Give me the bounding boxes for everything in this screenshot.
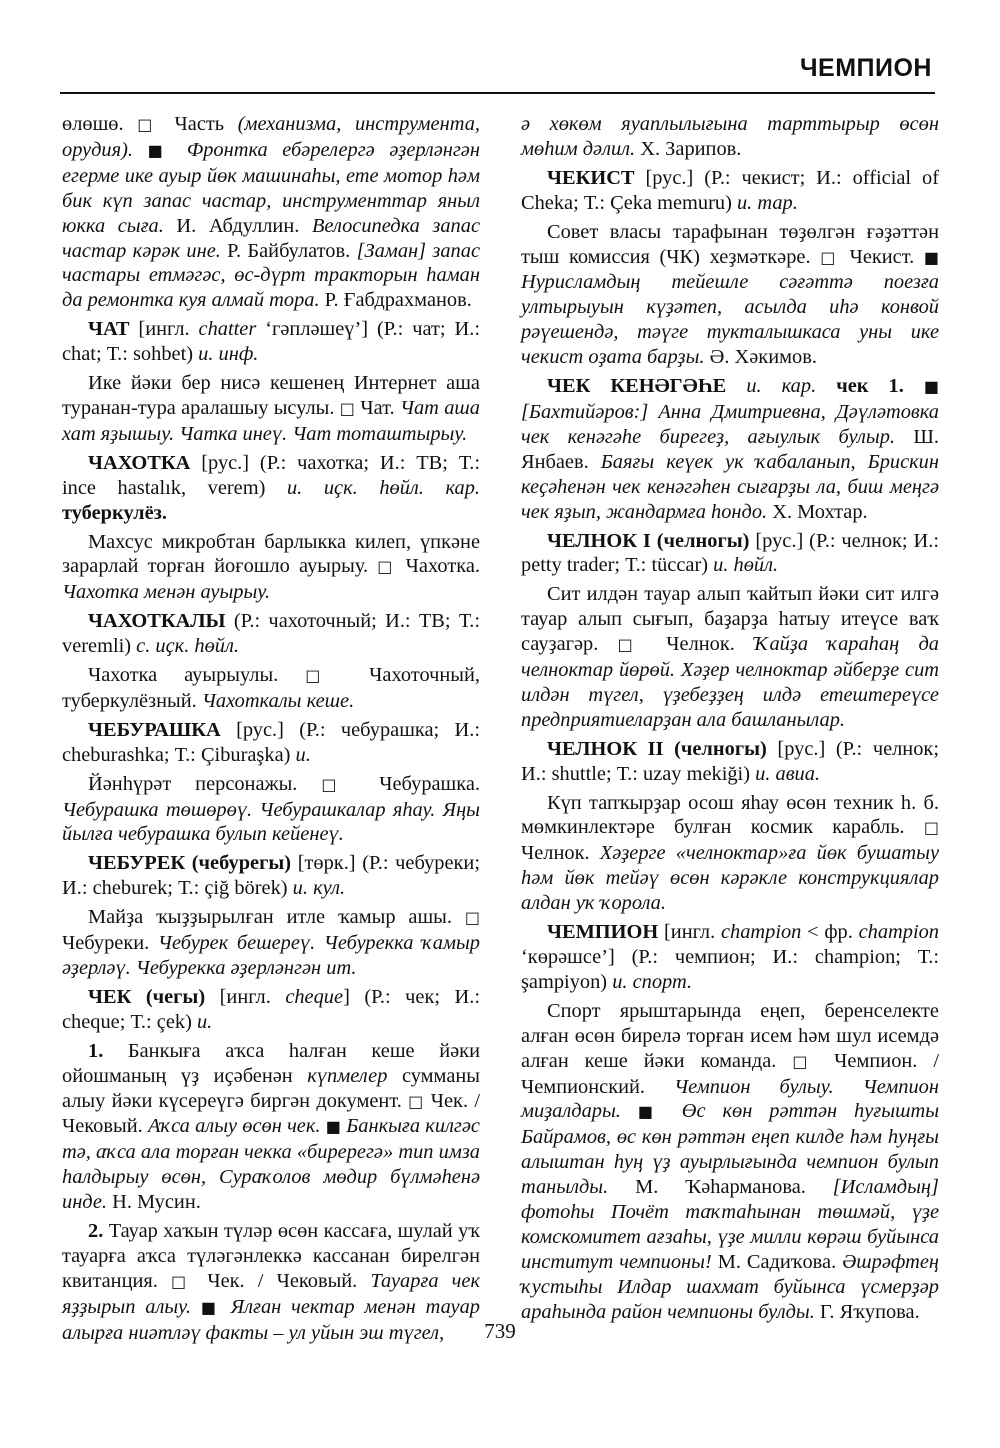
text-run [665, 1100, 682, 1122]
italic-text: Фронтка ебәрелергә әҙерләнгән егерме ике ауыр йөк машинаһы, ете мотор һәм бик күп запас частар, инструменттар яныл юкка сыға. [62, 138, 480, 237]
entry-headword-paragraph [62, 609, 480, 659]
text-run: Челнок. [646, 633, 755, 656]
text-run: Чек. / Чековый. [194, 1269, 371, 1292]
text-run [904, 375, 924, 397]
italic-text: и. тар. [736, 191, 798, 214]
translation-marker-icon: □ [408, 1091, 425, 1111]
definition-paragraph [521, 582, 939, 732]
italic-text: и. һөйл. [713, 554, 779, 577]
example-marker-icon: ■ [325, 1117, 341, 1137]
text-run [172, 139, 187, 161]
italic-text: Чат аша хат яҙышыу. Чатка инеү. Чат тоташтырыу. [62, 396, 480, 445]
headword: ЧЕКИСТ [547, 166, 635, 189]
italic-text: Чебурек бешереү. Чебурекка ҡамыр әҙерләү. Чебурекка әҙерләнгән ит. [62, 932, 480, 979]
text-run: Часть [160, 113, 238, 135]
example-marker-icon: ■ [200, 1297, 221, 1317]
headword: ЧЕЛНОК I (челногы) [547, 529, 750, 552]
text-run [221, 1296, 231, 1318]
headword: ЧЕБУРЕК (чебурегы) [88, 852, 292, 875]
text-run: Чемпион. / Чемпионский. [521, 1049, 939, 1098]
text-run: Чахотка. [396, 555, 480, 578]
text-run: Р. Ғабдрахманов. [319, 289, 472, 312]
left-column [62, 112, 480, 1350]
italic-text: ә хөкөм яуаплылығына тарттырыр өсөн мөһим дәлил. [521, 113, 939, 160]
italic-text: champion [858, 921, 939, 944]
definition-paragraph [521, 220, 939, 370]
italic-text: Банкыға килгәс тә, аҡса ала торған чекка «биререгә» тип имза һалдырыу өсөн, Сураҡолов мөдир бүлмәһенә инде. [62, 1115, 480, 1214]
translation-marker-icon: □ [305, 666, 343, 686]
italic-text: Тауарға чек яҙҙырып алыу. [62, 1269, 480, 1318]
text-run: [ингл. [205, 985, 286, 1008]
italic-text: и. кар. [746, 375, 817, 398]
text-run: [рус.] (Р.: челнок; И.: shuttle; Т.: uzay mekiği) [521, 737, 939, 785]
text-run: < фр. [801, 921, 859, 944]
italic-text: Хәҙерге «челноктар»ға йөк бушатыу һәм йөк тейәү өсөн кәрәкле конструкциялар алдан уҡ ҡорола. [521, 842, 940, 915]
text-run: Чебуреки. [62, 932, 158, 955]
translation-marker-icon: □ [377, 557, 397, 577]
text-run: Х. Мохтар. [767, 500, 868, 523]
headword: ЧЕМПИОН [547, 921, 659, 944]
text-run: И. Абдуллин. [163, 214, 312, 237]
translation-marker-icon: □ [321, 774, 356, 794]
text-run: Челнок. [521, 842, 600, 865]
entry-headword-paragraph [62, 851, 480, 901]
italic-text: и. авиа. [755, 762, 821, 785]
italic-text: и. [295, 743, 311, 766]
text-run: Ә. Хәкимов. [704, 346, 817, 369]
italic-text: күпмелер [307, 1064, 388, 1087]
continuation-paragraph [521, 112, 939, 162]
italic-text: и. кул. [292, 877, 346, 900]
headword: туберкулёз. [62, 501, 167, 524]
running-head: ЧЕМПИОН [799, 54, 932, 82]
example-marker-icon: ■ [637, 1102, 665, 1122]
definition-paragraph [521, 999, 939, 1325]
italic-text: champion [720, 921, 802, 944]
text-run [621, 1100, 638, 1122]
text-run: Ш. Янбаев. [521, 425, 939, 473]
headword: чек 1. [816, 375, 904, 398]
text-run: Чекист. [839, 245, 924, 268]
italic-text: [Бахтийәров:] Анна Дмитриевна, Дәүләтовка чек кенәгәһе бирегеҙ, ағыулык булыр. [521, 400, 939, 448]
translation-marker-icon: □ [339, 398, 356, 418]
italic-text: (механизма, инструмента, орудия). [62, 113, 480, 161]
entry-headword-paragraph [521, 374, 939, 524]
entry-headword-paragraph [62, 317, 480, 367]
definition-paragraph [521, 791, 939, 917]
italic-text: Баяғы кеүек ук ҡабаланып, Брискин кеҫәһенән чек кенәгәһен сығарҙы ла, биш меңгә чек яҙып, жандармға һондо. [521, 450, 939, 523]
translation-marker-icon: □ [137, 115, 161, 134]
headword: ЧАТ [88, 318, 130, 341]
text-run: Н. Мусин. [107, 1191, 201, 1214]
text-run: Махсус микробтан барлыкка килеп, үпкәне зарарлай торған йоғошло ауырыу. [62, 530, 480, 578]
translation-marker-icon: □ [792, 1051, 819, 1071]
text-run: [рус.] (Р.: челнок; И.: petty trader; Т.: tüccar) [521, 529, 939, 577]
text-run: Спорт ярыштарында еңеп, беренселекте алған өсөн бирелә торған исем һәм шул исемдә алған кеше йәки команда. [521, 999, 939, 1072]
translation-marker-icon: □ [464, 908, 480, 928]
text-run: [ингл. [129, 318, 199, 341]
text-run: Чебурашка. [355, 772, 481, 795]
page-number: 739 [484, 1319, 516, 1343]
text-run: Чахоточный, туберкулёзный. [62, 664, 480, 712]
text-run [726, 375, 746, 397]
example-marker-icon: ■ [147, 140, 173, 160]
definition-paragraph [62, 772, 480, 848]
header-rule [60, 92, 935, 94]
text-run [191, 1296, 201, 1318]
entry-headword-paragraph [62, 985, 480, 1035]
headword: ЧАХОТКА [88, 451, 191, 474]
text-run: [рус.] (Р.: чекист; И.: official of Cheka; Т.: Çeka memuru) [521, 166, 939, 214]
italic-text: [Исламдың] фотоһы Почёт таҡтаһынан төшмәй, үҙе комскомитет ағзаһы, үҙе милли көрәш буйынса институт чемпионы! [521, 1176, 939, 1273]
italic-text: cheque [285, 985, 344, 1008]
italic-text: Чебурашка төшөрөү. Чебурашкалар яһау. Яңы йылға чебурашка булып кейенеү. [62, 798, 480, 846]
italic-text: Ялған чектар менән тауар алырға ниәтләү факты – ул уйын эш түгел, [62, 1295, 480, 1344]
headword: ЧЕК КЕНӘГӘҺЕ [547, 375, 727, 398]
text-run: Р. Байбулатов. [220, 239, 357, 262]
definition-paragraph [62, 530, 480, 606]
text-run: Сит илдән тауар алып ҡайтып йәки сит илгә тауар алып сығып, баҙарҙа һатыу итеүсе ваҡ сауҙагәр. [521, 583, 939, 656]
italic-text: chatter [198, 318, 257, 341]
text-run [133, 139, 148, 161]
text-run: ] (Р.: чек; И.: cheque; Т.: çek) [62, 985, 480, 1033]
text-run: Күп тапҡырҙар осош яһау өсөн техник һ. б. мөмкинлектәре булған космик карабль. [521, 791, 939, 839]
definition-paragraph [62, 1039, 480, 1215]
text-run: [ингл. [658, 921, 721, 944]
definition-paragraph [62, 905, 480, 981]
translation-marker-icon: □ [617, 635, 647, 655]
headword: 2. [88, 1220, 104, 1243]
italic-text: [Заман] запас частары етмәгәс, өс-дүрт тракторын һаман да ремонтка куя алмай тора. [62, 239, 480, 312]
text-run: Чек. / Чековый. [62, 1089, 480, 1138]
text-run: Банкыға аҡса һалған кеше йәки ойошманың үҙ иҫәбенән [62, 1039, 480, 1087]
text-run: (Р.: чахоточный; И.: ТВ; Т.: veremli) [62, 610, 480, 658]
italic-text: Чемпион булыу. Чемпион миҙалдары. [521, 1075, 939, 1123]
example-marker-icon: ■ [923, 377, 939, 397]
italic-text: Велосипедка запас частар кәрәк ине. [62, 214, 480, 262]
italic-text: Чахоткалы кеше. [201, 689, 355, 712]
entry-headword-paragraph [62, 451, 480, 526]
continuation-paragraph [62, 112, 480, 313]
text-run: Тауар хаҡын түләр өсөн кассаға, шулай уҡ тауарға аҡса түләгәнлеккә кассанан бирелгән квитанция. [62, 1220, 480, 1292]
definition-paragraph [62, 371, 480, 447]
headword: ЧЕЛНОК II (челногы) [547, 737, 767, 760]
entry-headword-paragraph [521, 529, 939, 579]
text-run: [төрк.] (Р.: чебуреки; И.: cheburek; Т.: çiğ börek) [62, 852, 480, 900]
translation-marker-icon: □ [171, 1271, 195, 1291]
right-column [521, 112, 939, 1329]
italic-text: Аҡса алыу өсөн чек. [147, 1115, 321, 1138]
text-run: Чат. [355, 396, 400, 419]
entry-headword-paragraph [521, 166, 939, 216]
definition-paragraph [62, 663, 480, 714]
text-run: Чахотка ауырыулы. [88, 664, 306, 687]
italic-text: Әшрәфтең ҡустыһы Илдар шахмат буйынса үсмерҙәр араһында район чемпионы булды. [521, 1250, 939, 1323]
italic-text: и. спорт. [612, 970, 693, 993]
italic-text: Ҡайҙа ҡараһаң да челноктар йөрөй. Хәҙер челноктар әйберҙе сит илдән түгел, үҙебеҙҙең илдә етештереүсе предприятиеларҙан ала башланылар. [521, 633, 940, 731]
entry-headword-paragraph [62, 718, 480, 768]
example-marker-icon: ■ [923, 247, 939, 267]
italic-text: с. иҫк. һөйл. [136, 635, 239, 658]
text-run: ‘гәпләшеү’] (Р.: чат; И.: chat; Т.: sohbet) [62, 318, 480, 366]
entry-headword-paragraph [521, 920, 939, 995]
headword: 1. [88, 1039, 104, 1062]
translation-marker-icon: □ [923, 818, 939, 838]
text-run: өлөшө. [62, 113, 138, 135]
translation-marker-icon: □ [820, 247, 840, 267]
text-run: Х. Зарипов. [635, 137, 742, 160]
text-run: [рус.] (Р.: чебурашка; И.: cheburashka; Т.: Çiburaşka) [62, 718, 480, 766]
text-run: Майҙа ҡыҙҙырылған итле ҡамыр ашы. [88, 906, 465, 929]
italic-text: и. иҫк. һөйл. кар. [286, 476, 481, 499]
text-run: М. Садиҡова. [711, 1250, 843, 1273]
italic-text: Чахотка менән ауырыу. [62, 581, 271, 604]
text-run: М. Ҡәһарманова. [608, 1176, 833, 1199]
text-run: Г. Яҡупова. [814, 1300, 920, 1323]
italic-text: Өс көн рәттән һуғышты Байрамов, өс көн рәттән еңеп килде һәм һуңғы алыштан һуң үҙ ауырлығында чемпион булып танылды. [521, 1100, 939, 1199]
text-run: Ике йәки бер нисә кешенең Интернет аша туранан-тура аралашыу ысулы. [62, 372, 480, 419]
italic-text: и. инф. [198, 343, 259, 366]
italic-text: Нурисламдың тейешле сәғәттә поезға ултырыуын күҙәтеп, асылда иһә конвой рәүешендә, тәүге тукталышкаса уны ике чекист оҙата барҙы. [521, 271, 939, 369]
entry-headword-paragraph [521, 737, 939, 787]
headword: ЧЕК (чегы) [88, 985, 206, 1008]
text-run: [рус.] (Р.: чахотка; И.: ТВ; Т.: ince hastalık, verem) [62, 451, 480, 499]
italic-text: и. [196, 1010, 213, 1033]
headword: ЧАХОТКАЛЫ [88, 610, 226, 633]
text-run: Йәнһүрәт персонажы. [88, 772, 322, 795]
text-run: сумманы алыу йәки күсереүгә биргән документ. [62, 1064, 480, 1112]
text-run: ‘көрәшсе’] (Р.: чемпион; И.: champion; Т.: şampiyon) [521, 946, 939, 993]
headword: ЧЕБУРАШКА [88, 718, 221, 741]
text-run: Совет власы тарафынан төҙөлгән ғәҙәттән тыш комиссия (ЧК) хеҙмәткәре. [521, 220, 939, 268]
